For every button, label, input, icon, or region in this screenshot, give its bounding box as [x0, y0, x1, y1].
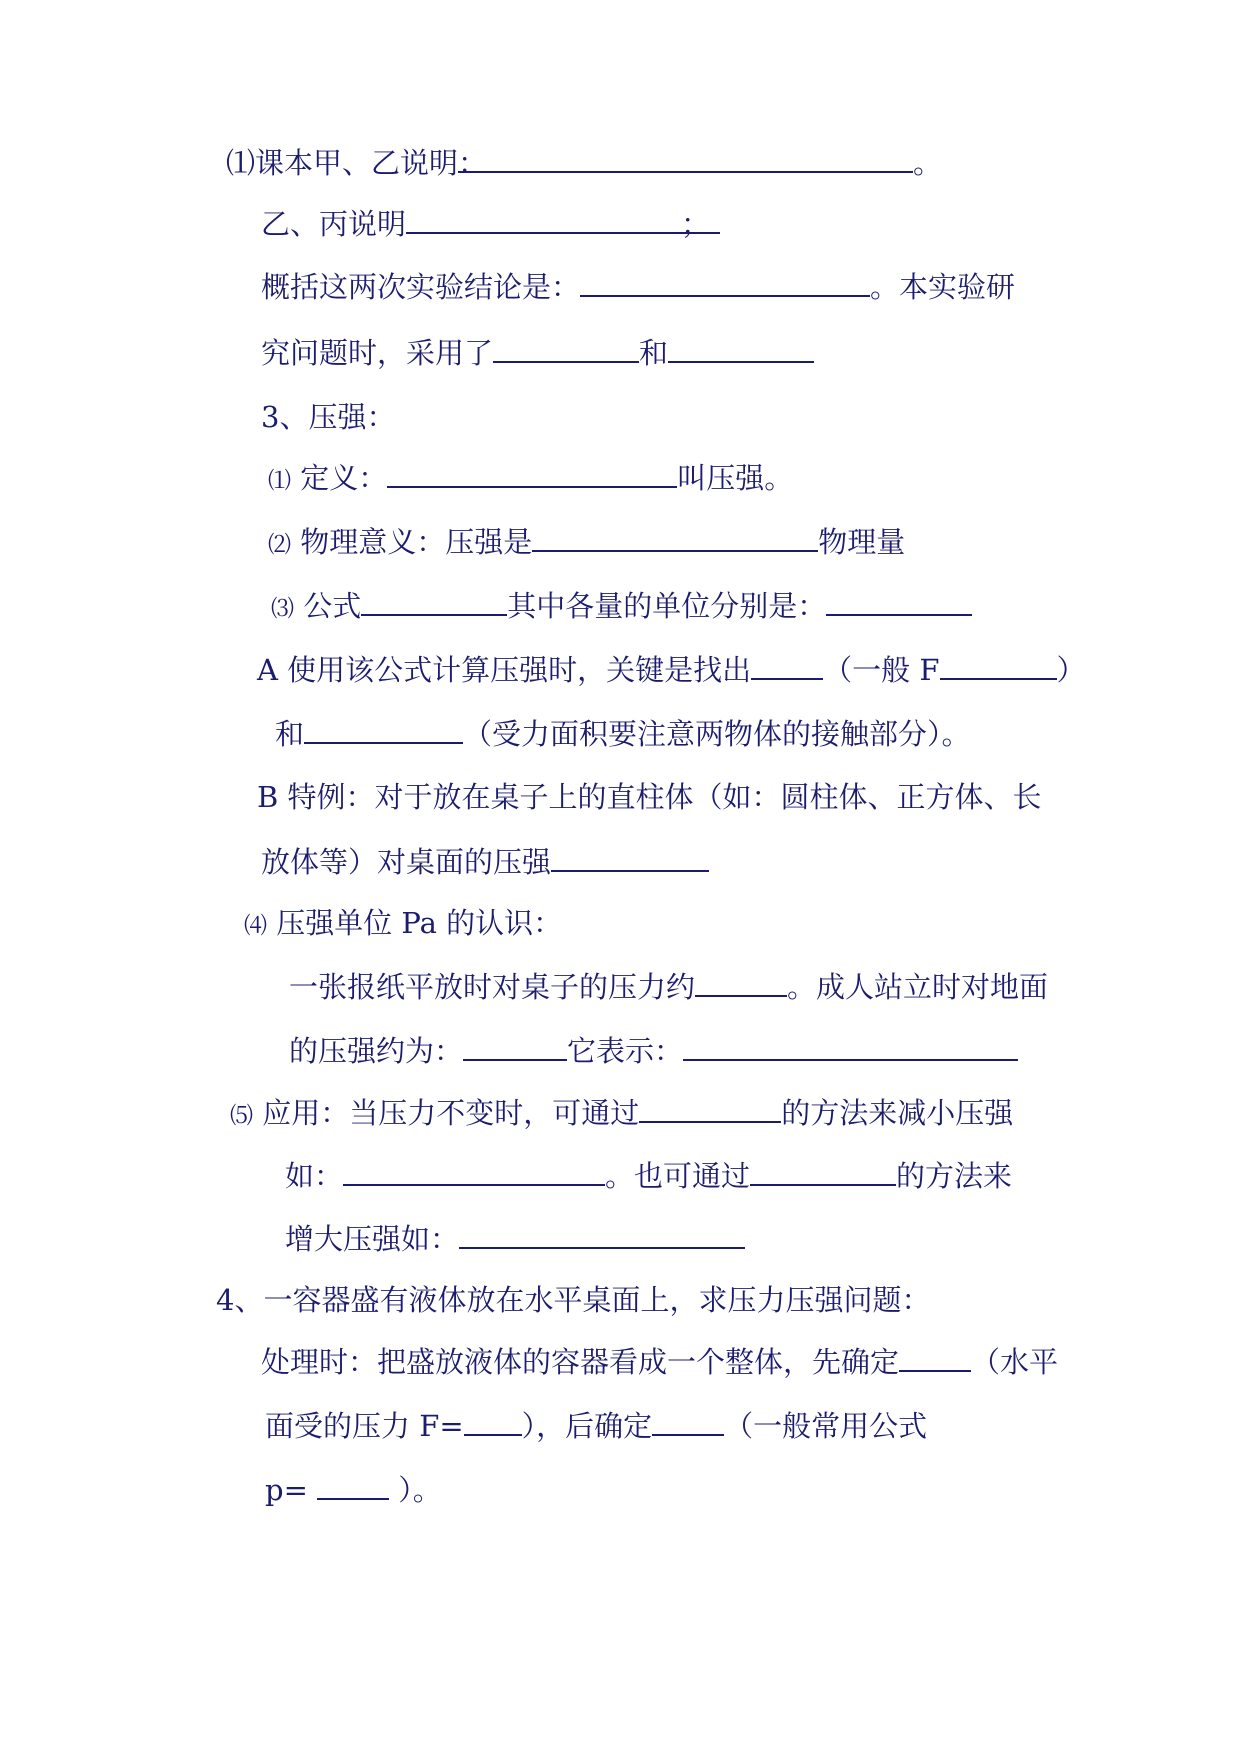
blank-3[interactable]	[580, 267, 870, 297]
blank-20[interactable]	[459, 1219, 745, 1249]
line-17: 如： 。也可通过 的方法来	[285, 1156, 1012, 1196]
line-4: 究问题时，采用了 和	[261, 333, 814, 373]
blank-14[interactable]	[695, 967, 787, 997]
line-2: 乙、丙说明 ；	[261, 204, 720, 244]
blank-10[interactable]	[751, 650, 823, 680]
line-20: 处理时：把盛放液体的容器看成一个整体，先确定 （水平	[261, 1342, 1058, 1382]
blank-21[interactable]	[899, 1342, 971, 1372]
blank-4[interactable]	[493, 333, 639, 363]
line-5: 3、压强：	[261, 400, 396, 434]
blank-2[interactable]: ；	[406, 204, 720, 234]
line-15: 的压强约为： 它表示：	[289, 1031, 1018, 1071]
blank-1[interactable]: ：	[458, 143, 913, 173]
line-1: ⑴课本甲、乙说明： 。	[226, 143, 942, 183]
line-8: ⑶ 公式 其中各量的单位分别是：	[271, 586, 972, 629]
line-3: 概括这两次实验结论是： 。本实验研	[261, 267, 1015, 307]
line-22: p= ）。	[265, 1470, 442, 1510]
blank-11[interactable]	[940, 650, 1057, 680]
line-11: B 特例：对于放在桌子上的直柱体（如：圆柱体、正方体、长	[257, 780, 1042, 814]
blank-16[interactable]	[683, 1031, 1018, 1061]
line-14: 一张报纸平放时对桌子的压力约 。成人站立时对地面	[289, 967, 1048, 1007]
line-10: 和 （受力面积要注意两物体的接触部分）。	[275, 714, 971, 754]
blank-19[interactable]	[750, 1156, 896, 1186]
line-21: 面受的压力 F= ），后确定 （一般常用公式	[265, 1406, 927, 1446]
blank-6[interactable]	[387, 458, 677, 488]
line-7: ⑵ 物理意义：压强是 物理量	[268, 522, 905, 565]
blank-18[interactable]	[343, 1156, 605, 1186]
blank-17[interactable]	[639, 1093, 781, 1123]
blank-12[interactable]	[304, 714, 463, 744]
blank-13[interactable]	[551, 842, 709, 872]
line-9: A 使用该公式计算压强时，关键是找出 （一般 F ）	[257, 650, 1086, 690]
line-16: ⑸ 应用：当压力不变时，可通过 的方法来减小压强	[230, 1093, 1013, 1136]
line-12: 放体等）对桌面的压强	[261, 842, 709, 882]
blank-5[interactable]	[668, 333, 814, 363]
line-18: 增大压强如：	[285, 1219, 745, 1259]
blank-15[interactable]	[463, 1031, 567, 1061]
blank-24[interactable]	[317, 1470, 389, 1500]
blank-8[interactable]	[361, 586, 507, 616]
line-19: 4、一容器盛有液体放在水平桌面上，求压力压强问题：	[216, 1283, 931, 1317]
line-6: ⑴ 定义： 叫压强。	[268, 458, 793, 501]
blank-9[interactable]	[826, 586, 972, 616]
blank-23[interactable]	[652, 1406, 724, 1436]
line-13: ⑷ 压强单位 Pa 的认识：	[244, 906, 563, 940]
blank-7[interactable]	[532, 522, 818, 552]
blank-22[interactable]	[464, 1406, 522, 1436]
